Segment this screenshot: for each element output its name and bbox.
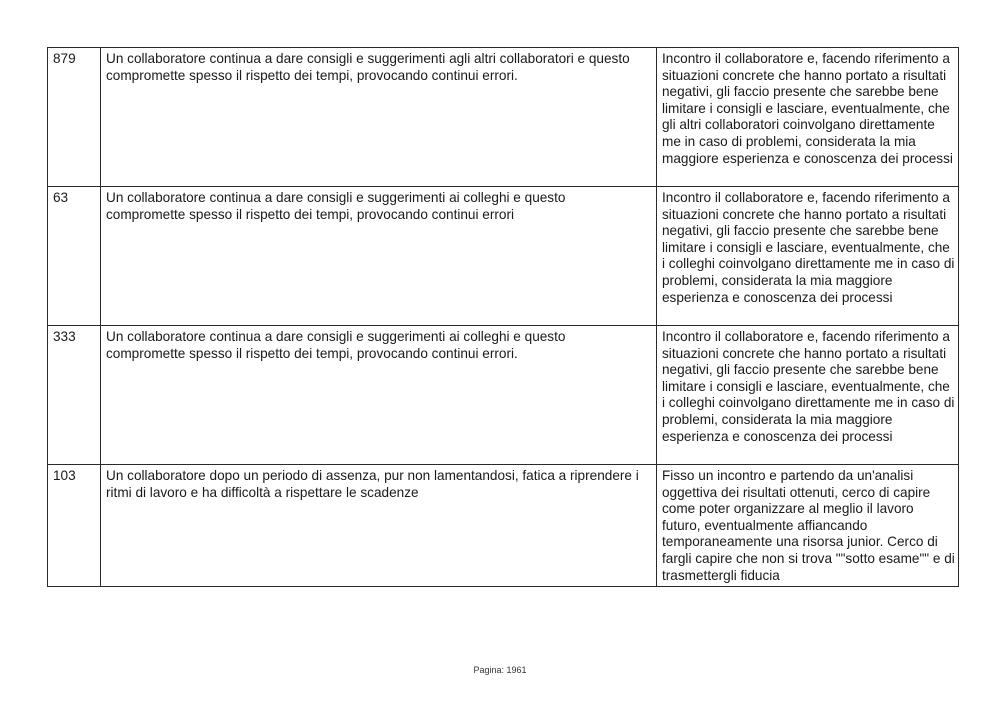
row-answer: Incontro il collaboratore e, facendo riferimento a situazioni concrete che hanno portato a risultati negativi, gli faccio presente che sarebbe bene limitare i consigli e lasciare, eventualmente, che i colleghi coinvolgano direttamente me in caso di problemi, considerata la mia maggiore esperienza e conoscenza dei processi xyxy=(657,187,959,326)
question-table xyxy=(47,47,959,587)
table-row xyxy=(48,326,959,465)
page-number: Pagina: 1961 xyxy=(473,665,527,675)
row-question: Un collaboratore continua a dare consigli e suggerimenti ai colleghi e questo compromette spesso il rispetto dei tempi, provocando continui errori xyxy=(101,187,657,326)
row-question: Un collaboratore continua a dare consigli e suggerimenti agli altri collaboratori e questo compromette spesso il rispetto dei tempi, provocando continui errori. xyxy=(101,48,657,187)
row-question: Un collaboratore dopo un periodo di assenza, pur non lamentandosi, fatica a riprendere i ritmi di lavoro e ha difficoltà a rispettare le scadenze xyxy=(101,465,657,587)
row-question: Un collaboratore continua a dare consigli e suggerimenti ai colleghi e questo compromette spesso il rispetto dei tempi, provocando continui errori. xyxy=(101,326,657,465)
row-answer: Fisso un incontro e partendo da un'analisi oggettiva dei risultati ottenuti, cerco di capire come poter organizzare al meglio il lavoro futuro, eventualmente affiancando temporaneamente una risorsa junior. Cerco di fargli capire che non si trova ""sotto esame"" e di trasmettergli fiducia xyxy=(657,465,959,587)
row-answer: Incontro il collaboratore e, facendo riferimento a situazioni concrete che hanno portato a risultati negativi, gli faccio presente che sarebbe bene limitare i consigli e lasciare, eventualmente, che gli altri collaboratori coinvolgano direttamente me in caso di problemi, considerata la mia maggiore esperienza e conoscenza dei processi xyxy=(657,48,959,187)
table-row xyxy=(48,465,959,587)
row-id: 333 xyxy=(48,326,101,465)
row-id: 63 xyxy=(48,187,101,326)
row-answer: Incontro il collaboratore e, facendo riferimento a situazioni concrete che hanno portato a risultati negativi, gli faccio presente che sarebbe bene limitare i consigli e lasciare, eventualmente, che i colleghi coinvolgano direttamente me in caso di problemi, considerata la mia maggiore esperienza e conoscenza dei processi xyxy=(657,326,959,465)
table-row xyxy=(48,187,959,326)
row-id: 879 xyxy=(48,48,101,187)
table-row xyxy=(48,48,959,187)
row-id: 103 xyxy=(48,465,101,587)
